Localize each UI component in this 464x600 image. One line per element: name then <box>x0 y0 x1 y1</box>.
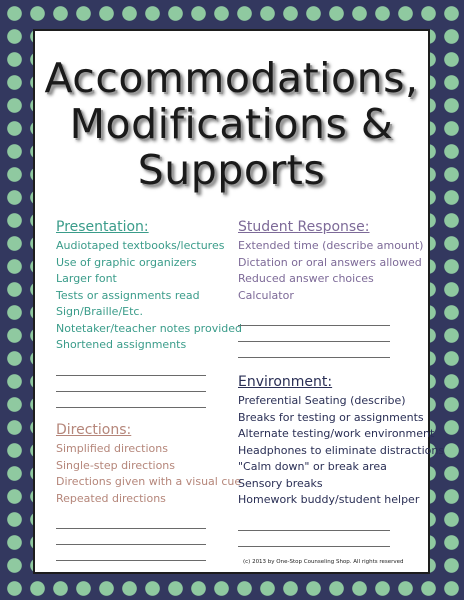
write-in-line <box>56 529 206 545</box>
student-response-section <box>238 218 423 358</box>
document-page <box>33 29 445 574</box>
list-item: Preferential Seating (describe) <box>238 394 406 407</box>
directions-heading: Directions: <box>56 422 132 438</box>
list-item: Notetaker/teacher notes provided <box>56 321 242 335</box>
environment-heading: Environment: <box>238 374 333 390</box>
environment-section <box>238 373 444 547</box>
blank-lines <box>56 360 242 408</box>
list-item: Repeated directions <box>56 491 166 505</box>
title-line-1: Accommodations, <box>44 54 419 102</box>
list-item: Headphones to eliminate distractions <box>238 443 445 457</box>
blank-lines <box>56 513 241 561</box>
page-title <box>35 55 428 193</box>
copyright-notice: (c) 2013 by One-Stop Counseling Shop. All rights reserved <box>243 559 404 565</box>
write-in-line <box>238 310 390 326</box>
list-item: Audiotaped textbooks/lectures <box>56 239 225 252</box>
list-item: Shortened assignments <box>56 338 187 351</box>
list-item: Use of graphic organizers <box>56 255 197 269</box>
write-in-line <box>56 360 206 376</box>
list-item: Alternate testing/work environment <box>238 427 435 440</box>
list-item: Larger font <box>56 272 117 285</box>
write-in-line <box>56 376 206 392</box>
list-item: Tests or assignments read <box>56 288 200 302</box>
list-item: Sensory breaks <box>238 476 323 490</box>
write-in-line <box>238 342 390 358</box>
list-item: Dictation or oral answers allowed <box>238 255 422 269</box>
presentation-heading: Presentation: <box>56 219 149 235</box>
write-in-line <box>56 545 206 561</box>
list-item: Homework buddy/student helper <box>238 493 420 506</box>
write-in-line <box>56 392 206 408</box>
list-item: Directions given with a visual cue <box>56 475 242 488</box>
title-line-3: Supports <box>137 146 326 194</box>
write-in-line <box>56 513 206 529</box>
list-item: Reduced answer choices <box>238 272 374 285</box>
list-item: Single-step directions <box>56 458 176 472</box>
write-in-line <box>238 531 390 547</box>
blank-lines <box>238 310 423 358</box>
presentation-section <box>56 218 242 408</box>
student-response-heading: Student Response: <box>238 219 370 235</box>
list-item: Breaks for testing or assignments <box>238 410 424 424</box>
directions-section <box>56 421 241 561</box>
list-item: Simplified directions <box>56 442 168 455</box>
list-item: "Calm down" or break area <box>238 460 387 473</box>
list-item: Calculator <box>238 288 294 302</box>
title-line-2: Modifications & <box>69 100 394 148</box>
blank-lines <box>238 515 444 547</box>
list-item: Sign/Braille/Etc. <box>56 305 143 318</box>
write-in-line <box>238 515 390 531</box>
write-in-line <box>238 326 390 342</box>
list-item: Extended time (describe amount) <box>238 239 424 252</box>
